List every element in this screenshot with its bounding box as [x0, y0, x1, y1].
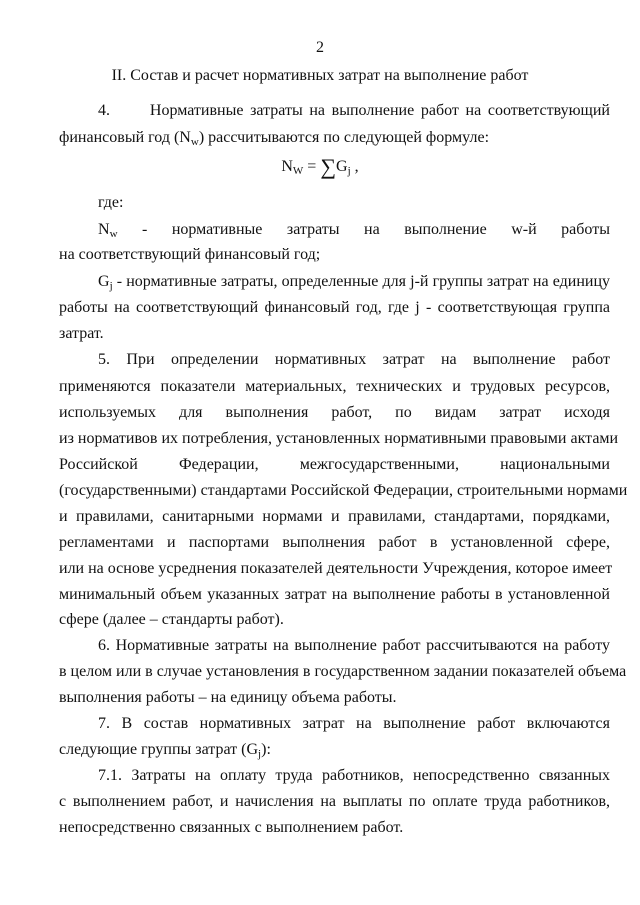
paragraph-5-line-2: применяются показатели материальных, технических и трудовых ресурсов,	[59, 378, 610, 395]
paragraph-6-line-3: выполнения работы – на единицу объема работы.	[59, 689, 397, 706]
paragraph-7-1-line-3: непосредственно связанных с выполнением работ.	[59, 819, 404, 836]
paragraph-4-line-2: финансовый год $(N_w)$ рассчитываются по следующей формуле:	[59, 129, 490, 148]
paragraph-5-line-1: 5. При определении нормативных затрат на выполнение работ	[98, 351, 610, 368]
where-label: где:	[98, 194, 124, 211]
paragraph-5-line-10: минимальный объем указанных затрат на выполнение работы в установленной	[59, 586, 610, 603]
definition-nw-line-1: $N_w$ - нормативные затраты на выполнение w-й работы	[98, 221, 610, 240]
paragraph-5-line-6: (государственными) стандартами Российской Федерации, строительными нормами	[59, 482, 628, 499]
paragraph-5-line-9: или на основе усреднения показателей деятельности Учреждения, которое имеет	[59, 560, 613, 577]
paragraph-5-line-7: и правилами, санитарными нормами и правилами, стандартами, порядками,	[59, 508, 610, 525]
paragraph-7-1-line-1: 7.1. Затраты на оплату труда работников, непосредственно связанных	[98, 767, 610, 784]
paragraph-6-line-2: в целом или в случае установления в государственном задании показателей объема	[59, 663, 627, 680]
paragraph-7-line-1: 7. В состав нормативных затрат на выполнение работ включаются	[98, 715, 610, 732]
paragraph-4-text: Нормативные затраты на выполнение работ на соответствующий	[149, 102, 610, 119]
definition-nw-symbol: $N_w$	[98, 221, 118, 240]
paragraph-6-line-1: 6. Нормативные затраты на выполнение работ рассчитываются на работу	[98, 637, 610, 654]
paragraph-7-line-2: следующие группы затрат $(G_j)$:	[59, 741, 271, 760]
sum-symbol: ∑	[320, 154, 337, 179]
page-number: 2	[316, 39, 324, 56]
paragraph-5-line-11: сфере (далее – стандарты работ).	[59, 611, 284, 628]
paragraph-4-line-1	[98, 101, 610, 120]
definition-nw-line-2: на соответствующий финансовый год;	[59, 246, 321, 263]
paragraph-5-line-3: используемых для выполнения работ, по видам затрат исходя	[59, 404, 610, 421]
formula: $N_W = \sum G_j$ ,	[281, 154, 359, 179]
paragraph-4-number: 4.	[98, 102, 110, 119]
paragraph-5-line-8: регламентами и паспортами выполнения работ в установленной сфере,	[59, 534, 610, 551]
definition-gj-line-1: $G_j$ - нормативные затраты, определенные для j-й группы затрат на единицу	[98, 273, 610, 292]
paragraph-5-line-5: Российской Федерации, межгосударственными, национальными	[59, 456, 610, 473]
paragraph-7-1-line-2: с выполнением работ, и начисления на выплаты по оплате труда работников,	[59, 793, 610, 810]
section-title: II. Состав и расчет нормативных затрат на выполнение работ	[111, 67, 529, 84]
definition-gj-line-2: работы на соответствующий финансовый год, где j - соответствующая группа	[59, 299, 610, 316]
definition-gj-line-3: затрат.	[59, 325, 104, 342]
paragraph-5-line-4: из нормативов их потребления, установленных нормативными правовыми актами	[59, 430, 619, 447]
